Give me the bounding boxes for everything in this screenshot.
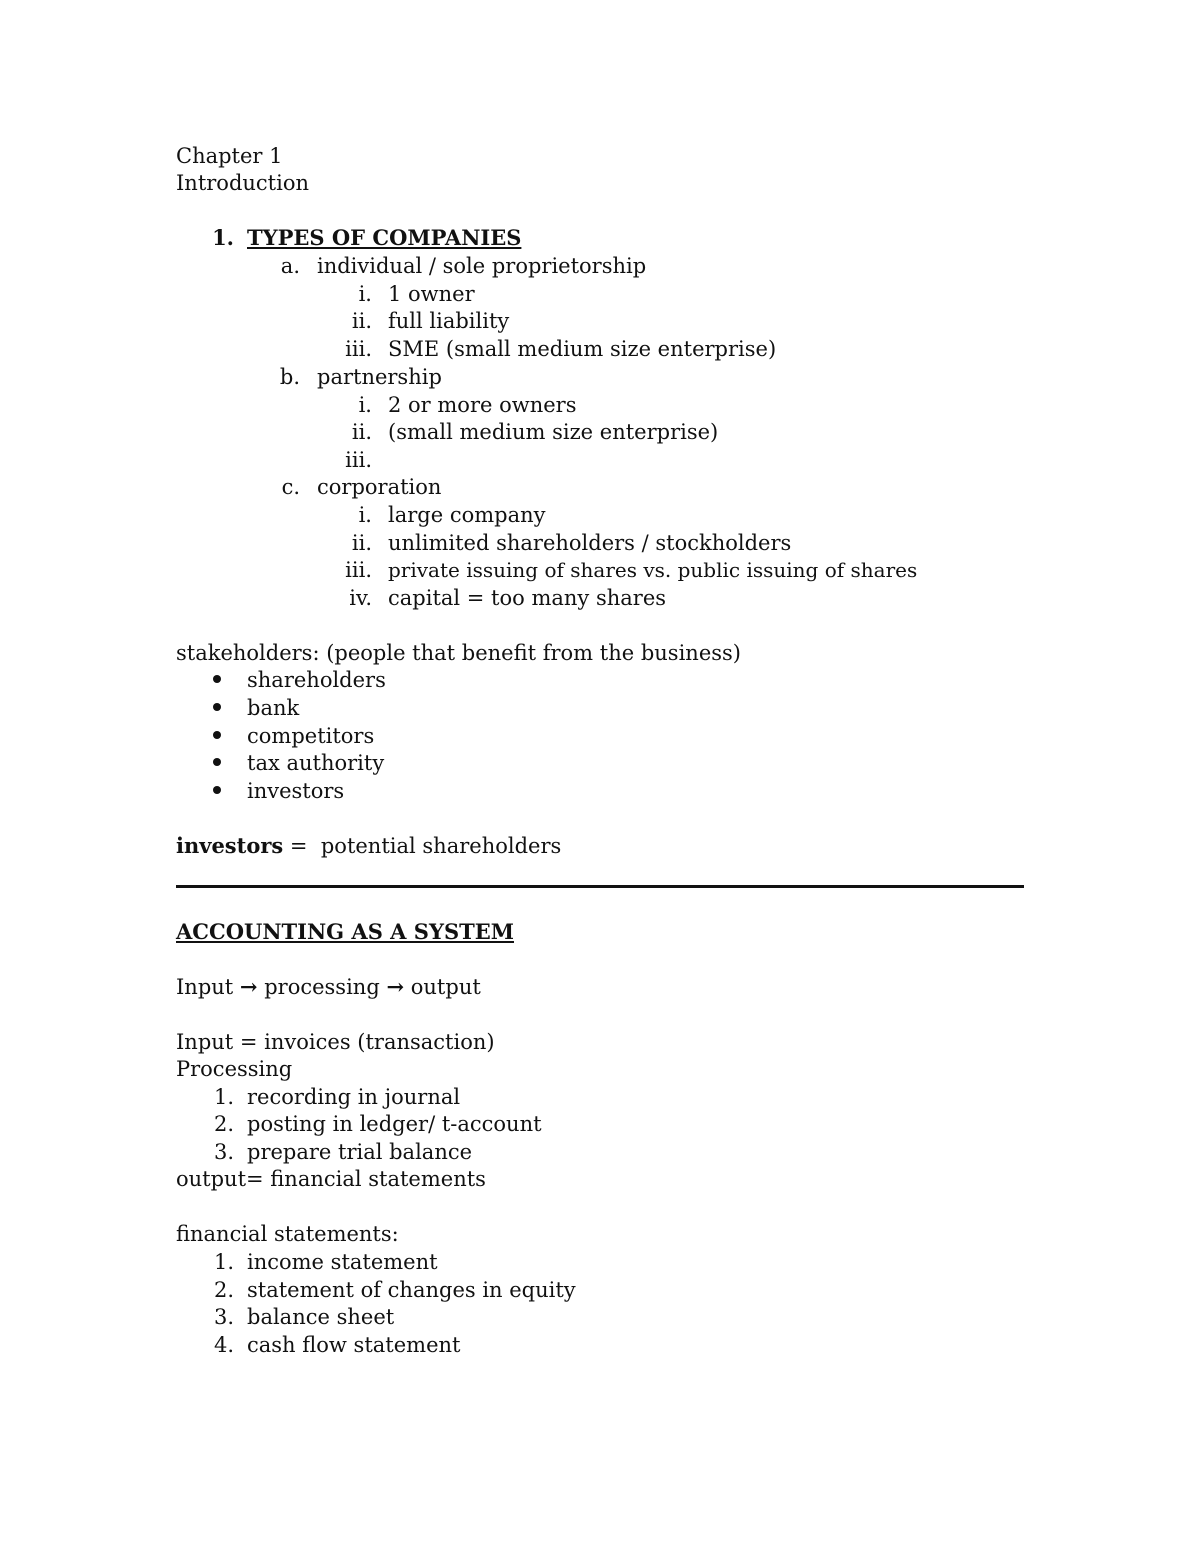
subitem-marker: ii. [351,531,372,555]
subitem-marker: iii. [345,337,372,361]
stakeholder-item: bank [247,696,300,720]
subitem-text: full liability [388,309,510,333]
item-label: individual / sole proprietorship [317,254,647,278]
fs-marker: 3. [213,1305,234,1329]
processing-step: posting in ledger/ t-account [247,1112,542,1136]
output-definition: output= financial statements [176,1167,486,1191]
stakeholder-item: tax authority [247,751,385,775]
subitem-text: large company [388,503,546,527]
investors-term: investors [176,833,284,858]
financial-statement-item: income statement [247,1250,438,1274]
subitem-marker: iii. [345,558,372,582]
horizontal-divider [176,885,1024,888]
accounting-flow [176,973,481,1001]
fs-marker: 4. [213,1333,234,1357]
item-marker: a. [280,254,300,278]
financial-statement-item: statement of changes in equity [247,1278,576,1302]
subitem-marker: iii. [345,448,372,472]
flow-input: Input [176,975,234,999]
bullet-icon [213,786,221,794]
investors-meaning: = potential shareholders [283,834,562,858]
subitem-marker: ii. [351,309,372,333]
processing-step: recording in journal [247,1085,461,1109]
item-label: partnership [317,365,442,389]
section-heading-accounting: ACCOUNTING AS A SYSTEM [176,919,514,944]
step-marker: 3. [213,1140,234,1164]
subitem-text: 2 or more owners [388,393,577,417]
fs-marker: 1. [213,1250,234,1274]
subitem-marker: i. [358,393,372,417]
chapter-title: Introduction [176,171,309,195]
investors-definition [176,832,561,860]
step-marker: 1. [213,1085,234,1109]
subitem-text: (small medium size enterprise) [388,420,719,444]
item-marker: b. [279,365,300,389]
right-arrow-icon: → [386,974,405,999]
step-marker: 2. [213,1112,234,1136]
flow-output: output [410,975,481,999]
subitem-marker: iv. [349,586,372,610]
section-number: 1. [212,225,234,250]
stakeholder-item: shareholders [247,668,386,692]
stakeholder-item: investors [247,779,345,803]
bullet-icon [213,703,221,711]
fs-marker: 2. [213,1278,234,1302]
subitem-text: 1 owner [388,282,475,306]
subitem-text: unlimited shareholders / stockholders [388,531,792,555]
processing-label: Processing [176,1057,293,1081]
financial-statement-item: cash flow statement [247,1333,461,1357]
subitem-marker: ii. [351,420,372,444]
flow-processing: processing [264,975,380,999]
bullet-icon [213,675,221,683]
financial-statements-label: financial statements: [176,1222,399,1246]
subitem-text: SME (small medium size enterprise) [388,337,777,361]
section-heading-types: TYPES OF COMPANIES [247,225,522,250]
chapter-label: Chapter 1 [176,144,283,168]
subitem-text: capital = too many shares [388,586,667,610]
financial-statement-item: balance sheet [247,1305,395,1329]
subitem-marker: i. [358,503,372,527]
stakeholders-intro: stakeholders: (people that benefit from the business) [176,641,741,665]
subitem-marker: i. [358,282,372,306]
bullet-icon [213,731,221,739]
item-label: corporation [317,475,442,499]
item-marker: c. [281,475,300,499]
stakeholder-item: competitors [247,724,375,748]
input-definition: Input = invoices (transaction) [176,1030,495,1054]
bullet-icon [213,758,221,766]
processing-step: prepare trial balance [247,1140,473,1164]
right-arrow-icon: → [239,974,258,999]
subitem-text: private issuing of shares vs. public issuing of shares [388,558,918,582]
